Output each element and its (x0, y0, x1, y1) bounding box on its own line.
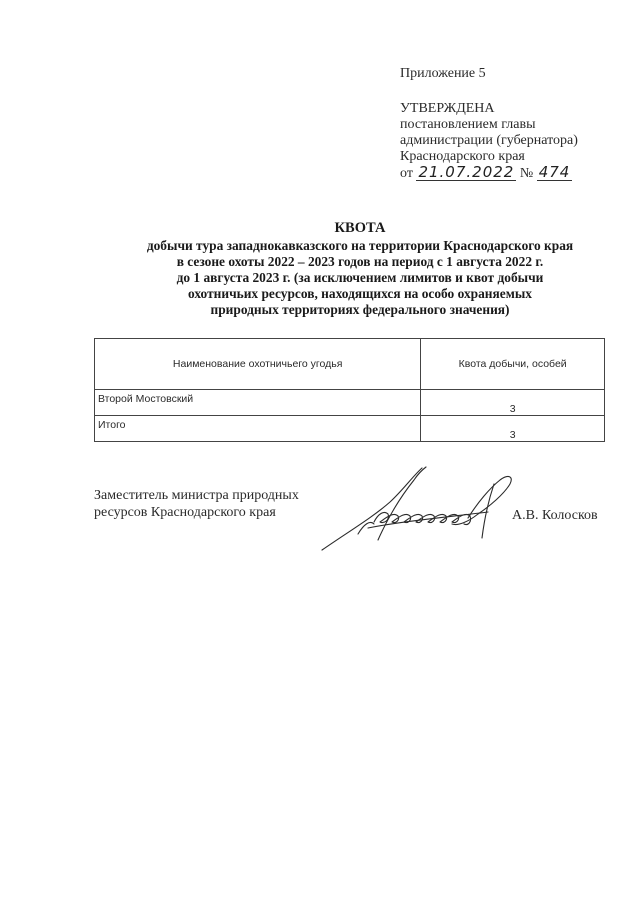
approval-line-3: Краснодарского края (400, 149, 525, 164)
column-header-hunting-ground: Наименование охотничьего угодья (95, 339, 421, 390)
from-label: от (400, 166, 413, 181)
title-line-5: природных территориях федерального значения) (210, 302, 510, 317)
table-total-row (95, 416, 605, 442)
table-header-row (95, 339, 605, 390)
table-row (95, 390, 605, 416)
number-label: № (519, 166, 534, 181)
document-title (90, 220, 630, 318)
approval-line-2: администрации (губернатора) (400, 133, 578, 148)
approved-label: УТВЕРЖДЕНА (400, 101, 495, 116)
quota-value: 3 (421, 390, 605, 416)
approval-date-line (400, 165, 625, 182)
quota-table (94, 338, 605, 442)
approval-block (400, 66, 625, 182)
hunting-ground-name: Второй Мостовский (95, 390, 421, 416)
total-quota-value: 3 (421, 416, 605, 442)
column-header-quota: Квота добычи, особей (421, 339, 605, 390)
title-line-4: охотничьих ресурсов, находящихся на особо охраняемых (188, 286, 532, 301)
signer-position-line-2: ресурсов Краснодарского края (94, 505, 276, 520)
title-heading: КВОТА (334, 220, 386, 236)
signer-position-line-1: Заместитель министра природных (94, 488, 299, 503)
handwritten-date: 21.07.2022 (418, 163, 515, 181)
title-line-3: до 1 августа 2023 г. (за исключением лимитов и квот добычи (176, 270, 544, 285)
handwritten-number: 474 (538, 163, 571, 181)
title-line-2: в сезоне охоты 2022 – 2023 годов на период с 1 августа 2022 г. (176, 254, 544, 269)
signer-name: А.В. Колосков (512, 508, 598, 523)
handwritten-signature (318, 462, 518, 557)
approval-line-1: постановлением главы (400, 117, 536, 132)
signer-position (94, 487, 299, 521)
title-line-1: добычи тура западнокавказского на территории Краснодарского края (146, 238, 574, 253)
total-label: Итого (95, 416, 421, 442)
appendix-label: Приложение 5 (400, 66, 486, 81)
